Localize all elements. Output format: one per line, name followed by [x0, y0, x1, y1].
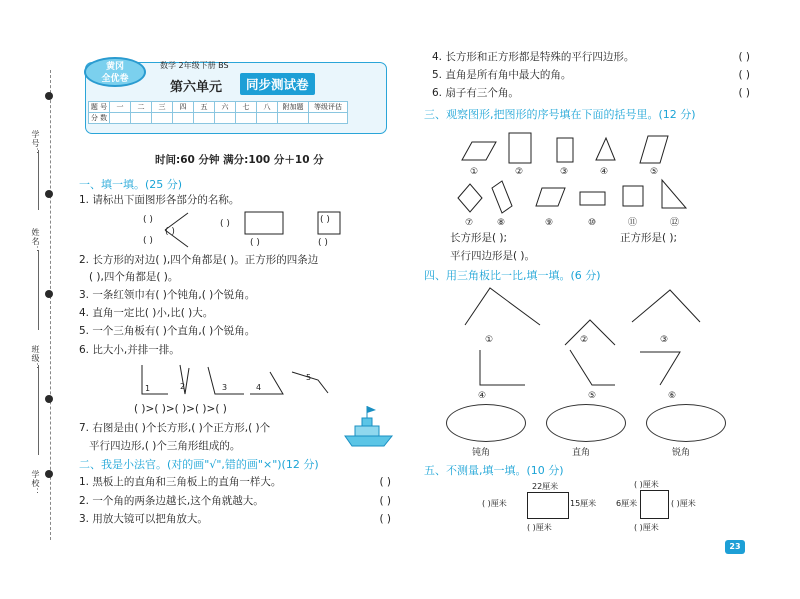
answer-paren[interactable]: ( )	[738, 51, 750, 63]
q6-compare: ( )>( )>( )>( )>( )	[134, 403, 227, 415]
badge-line2: 全优卷	[101, 74, 129, 84]
q7-text-a: 7. 右图是由( )个长方形,( )个正方形,( )个	[79, 422, 271, 434]
exam-info: 时间:60 分钟 满分:100 分＋10 分	[155, 154, 324, 166]
shape-label: ④	[600, 167, 609, 177]
score-cell: 五	[194, 102, 215, 113]
angle-label: ②	[580, 335, 589, 345]
square-figure	[640, 490, 669, 519]
judge-text: 5. 直角是所有角中最大的角。	[432, 69, 572, 81]
obtuse-answer-ellipse[interactable]	[446, 404, 526, 442]
score-cell: 分 数	[89, 113, 110, 124]
rect-left-blank[interactable]: ( )厘米	[482, 499, 507, 508]
answer-paren[interactable]: ( )	[379, 495, 391, 507]
square-right-blank[interactable]: ( )厘米	[671, 499, 696, 508]
square-left-label: 6厘米	[616, 499, 638, 508]
section4-title: 四、用三角板比一比,填一填。(6 分)	[424, 269, 601, 282]
q4-text: 4. 直角一定比( )小,比( )大。	[79, 307, 214, 319]
ellipse-label-obtuse: 钝角	[472, 448, 491, 458]
section5-title: 五、不测量,填一填。(10 分)	[424, 464, 564, 477]
q6-text: 6. 比大小,并排一排。	[79, 344, 180, 356]
answer-rectangle[interactable]: 长方形是( );	[450, 232, 508, 244]
ellipse-label-right: 直角	[572, 448, 591, 458]
square-top-blank[interactable]: ( )厘米	[634, 480, 659, 489]
q5-text: 5. 一个三角板有( )个直角,( )个锐角。	[79, 325, 256, 337]
section1-title: 一、填一填。(25 分)	[79, 178, 183, 191]
right-answer-ellipse[interactable]	[546, 404, 626, 442]
square-bottom-blank[interactable]: ( )厘米	[634, 523, 659, 532]
rectangle-figure	[527, 492, 569, 519]
shape-label: ①	[470, 167, 479, 177]
student-id-label: 学号：	[31, 130, 40, 157]
q6-mark: 4	[256, 383, 262, 392]
score-cell: 七	[236, 102, 257, 113]
score-cell: 等级评估	[309, 102, 348, 113]
page-number: 23	[725, 540, 745, 554]
score-cell: 附加题	[278, 102, 309, 113]
q2-text-b: ( ),四个角都是( )。	[89, 271, 179, 283]
acute-answer-ellipse[interactable]	[646, 404, 726, 442]
section2-title: 二、我是小法官。(对的画"√",错的画"×")(12 分)	[79, 458, 319, 471]
unit-title: 第六单元	[170, 80, 223, 95]
shape-label: ⑧	[497, 218, 506, 228]
shape-label: ⑤	[650, 167, 659, 177]
svg-text:( ): ( )	[220, 219, 230, 229]
judge-text: 1. 黑板上的直角和三角板上的直角一样大。	[79, 476, 282, 488]
badge-line1: 黄冈	[105, 62, 124, 72]
svg-text:( ): ( )	[250, 238, 260, 248]
svg-text:( ): ( )	[320, 215, 330, 225]
angle-label: ③	[660, 335, 669, 345]
score-cell: 六	[215, 102, 236, 113]
class-label: 班级：	[31, 345, 40, 372]
rect-right-label: 15厘米	[570, 499, 597, 508]
answer-paren[interactable]: ( )	[379, 513, 391, 525]
q2-text-a: 2. 长方形的对边( ),四个角都是( )。正方形的四条边	[79, 254, 319, 266]
judge-text: 2. 一个角的两条边越长,这个角就越大。	[79, 495, 264, 507]
shape-label: ⑫	[670, 218, 680, 228]
rect-top-label: 22厘米	[532, 482, 559, 491]
judge-item-1	[79, 475, 391, 489]
score-cell: 一	[110, 102, 131, 113]
angle-label: ①	[485, 335, 494, 345]
student-name-label: 姓名：	[31, 228, 40, 255]
svg-text:( ): ( )	[165, 227, 175, 237]
q1-text: 1. 请标出下面图形各部分的名称。	[79, 194, 240, 206]
q7-text-b: 平行四边形,( )个三角形组成的。	[89, 440, 241, 452]
q6-mark: 2	[180, 382, 186, 391]
answer-square[interactable]: 正方形是( );	[620, 232, 678, 244]
shape-label: ⑩	[588, 218, 597, 228]
angle-label: ⑥	[668, 391, 677, 401]
score-cell: 八	[257, 102, 278, 113]
answer-parallelogram[interactable]: 平行四边形是( )。	[450, 250, 536, 262]
angle-label: ⑤	[588, 391, 597, 401]
school-label: 学校：	[31, 470, 40, 497]
answer-paren[interactable]: ( )	[738, 69, 750, 81]
q6-mark: 3	[222, 383, 228, 392]
unit-subtitle: 同步测试卷	[240, 73, 315, 95]
judge-item-2	[79, 494, 391, 508]
answer-paren[interactable]: ( )	[738, 87, 750, 99]
judge-text: 6. 扇子有三个角。	[432, 87, 519, 99]
shape-label: ②	[515, 167, 524, 177]
q6-mark: 5	[306, 373, 312, 382]
answer-paren[interactable]: ( )	[379, 476, 391, 488]
svg-text:( ): ( )	[318, 238, 328, 248]
grade-info: 数学 2年级下册 BS	[160, 61, 229, 70]
q6-mark: 1	[145, 384, 151, 393]
score-cell: 四	[173, 102, 194, 113]
shape-label: ⑨	[545, 218, 554, 228]
ellipse-label-acute: 锐角	[672, 448, 691, 458]
score-cell: 二	[131, 102, 152, 113]
q3-text: 3. 一条红领巾有( )个钝角,( )个锐角。	[79, 289, 256, 301]
shape-label: ⑦	[465, 218, 474, 228]
section3-title: 三、观察图形,把图形的序号填在下面的括号里。(12 分)	[424, 108, 696, 121]
svg-text:( ): ( )	[143, 215, 153, 225]
judge-text: 3. 用放大镜可以把角放大。	[79, 513, 208, 525]
score-cell: 题 号	[89, 102, 110, 113]
judge-item-3	[79, 512, 391, 526]
svg-text:( ): ( )	[143, 236, 153, 246]
score-cell: 三	[152, 102, 173, 113]
binding-hole	[45, 470, 53, 478]
judge-text: 4. 长方形和正方形都是特殊的平行四边形。	[432, 51, 635, 63]
shape-label: ⑪	[628, 218, 638, 228]
angle-label: ④	[478, 391, 487, 401]
shape-label: ③	[560, 167, 569, 177]
rect-bottom-blank[interactable]: ( )厘米	[527, 523, 552, 532]
